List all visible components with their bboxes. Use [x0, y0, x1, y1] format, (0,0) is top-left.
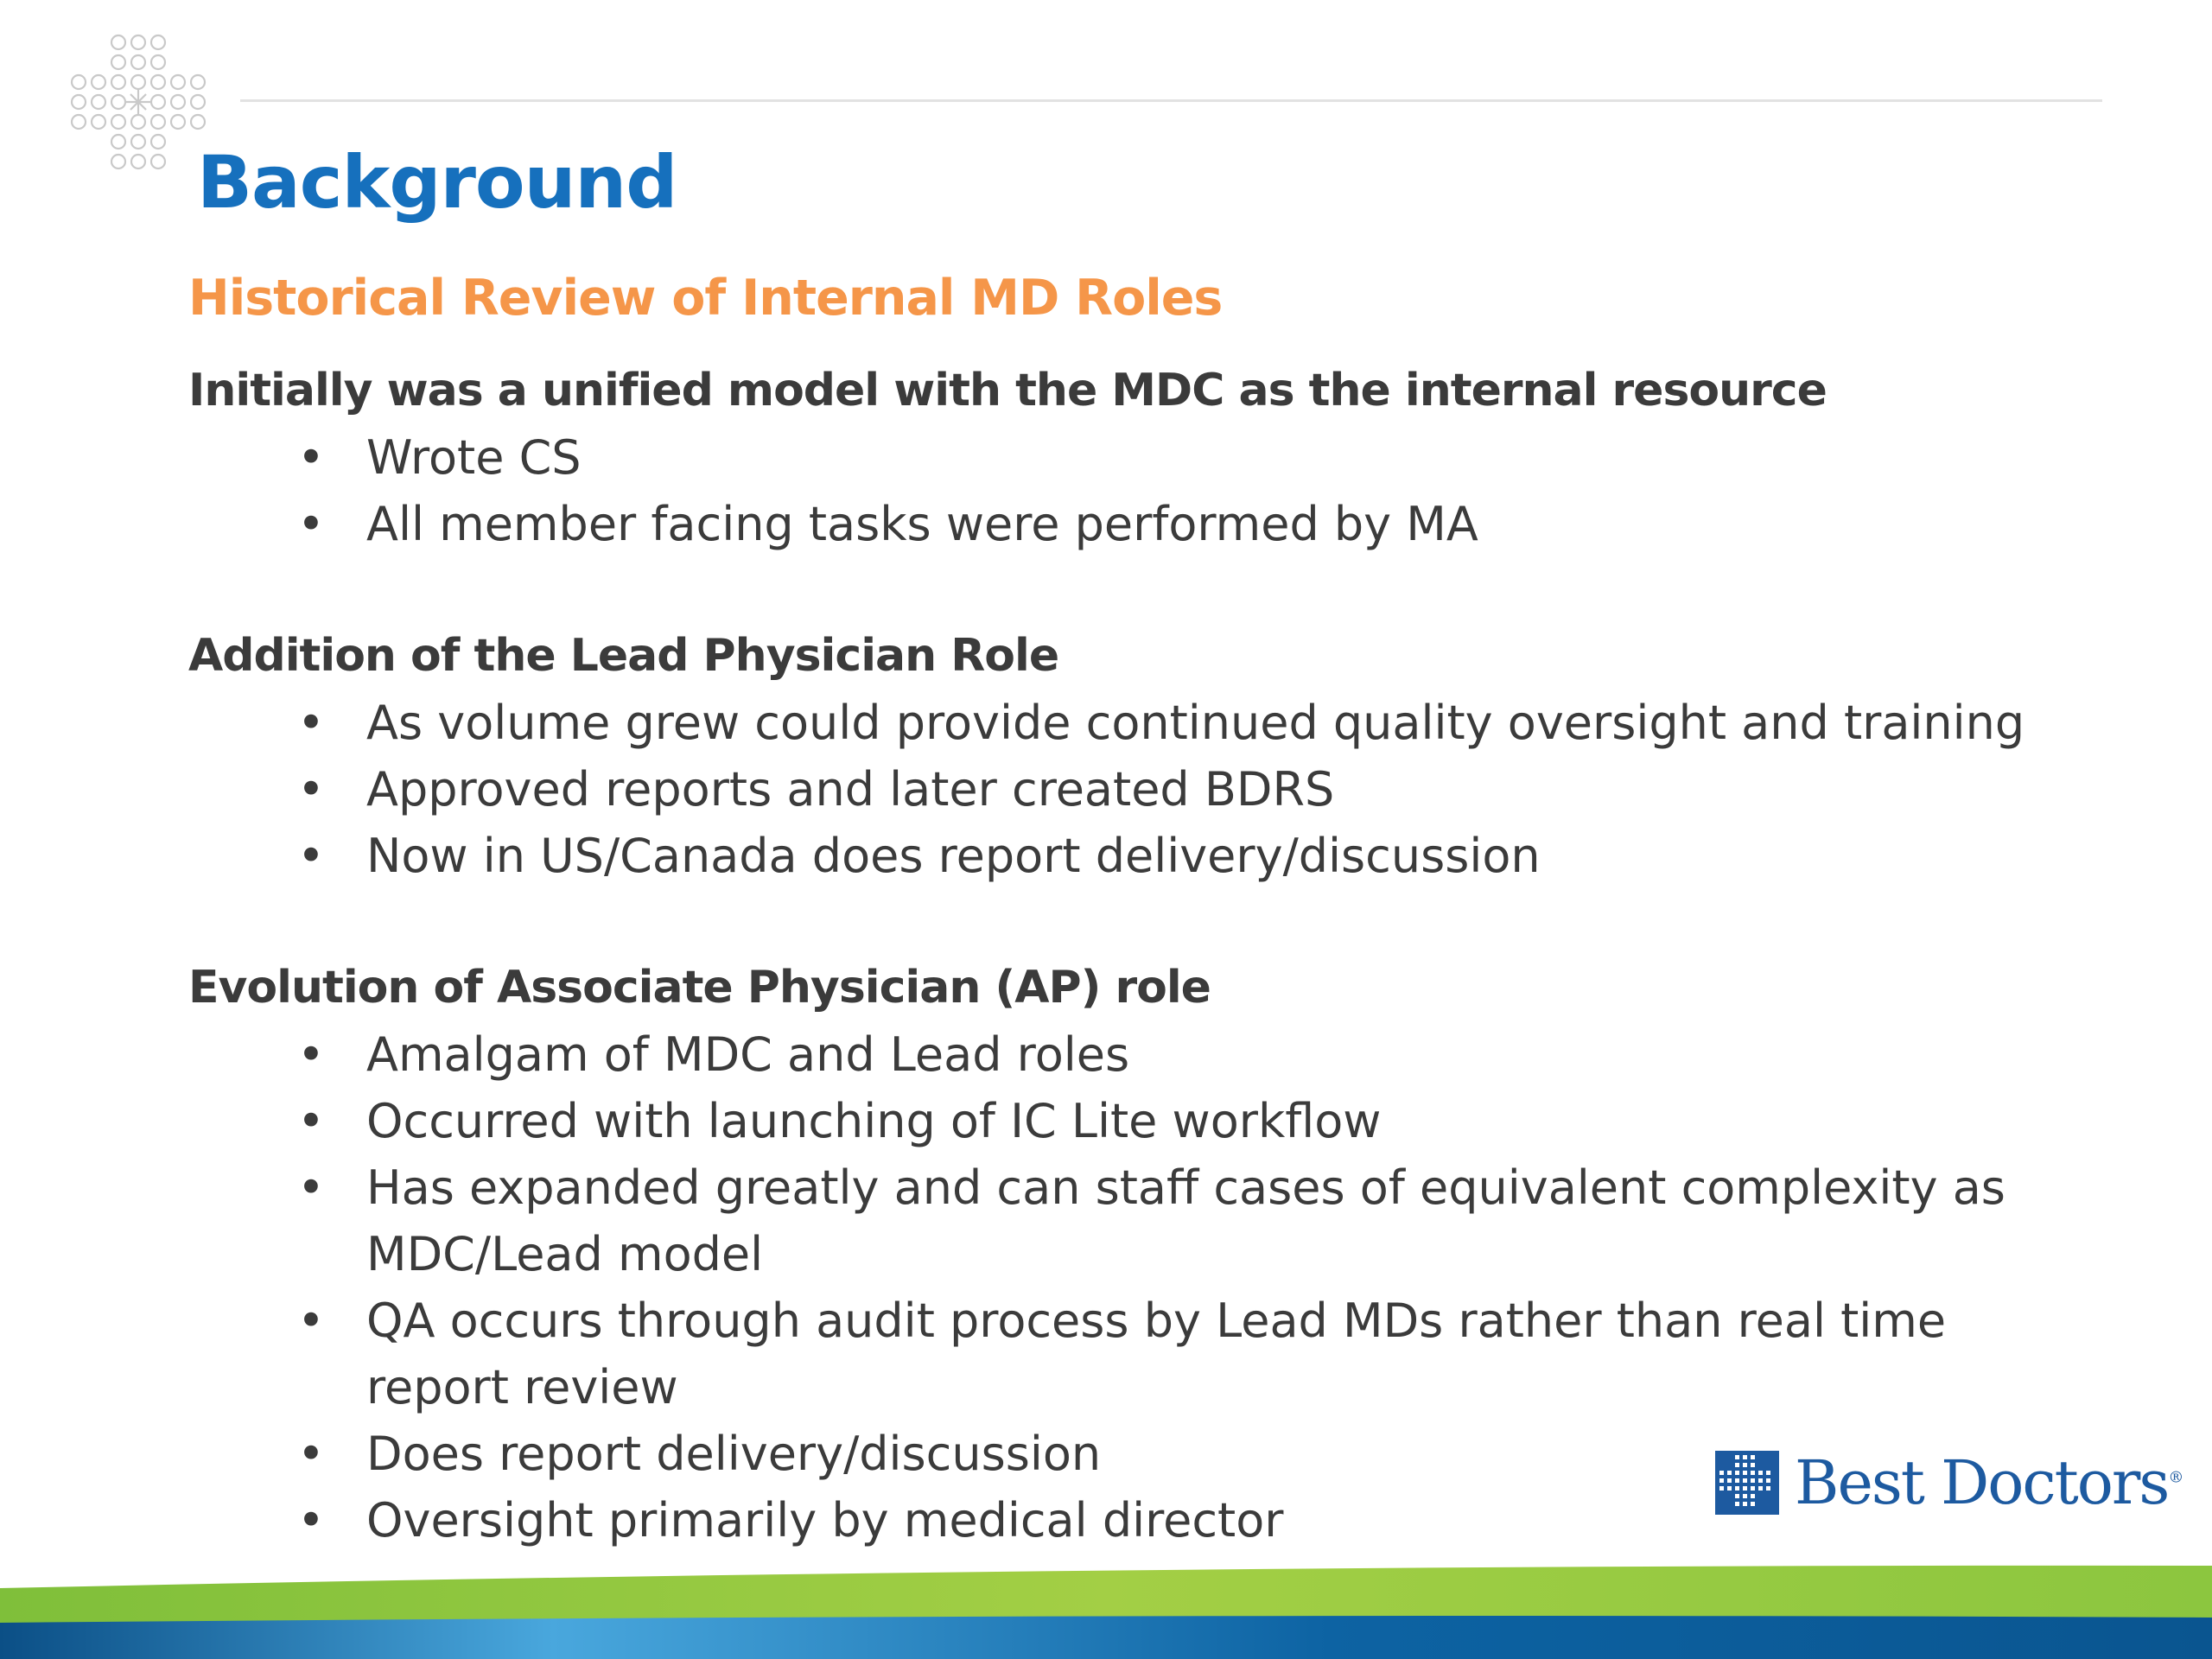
bullet-text: Oversight primarily by medical director	[366, 1493, 1284, 1548]
bullet-dot: •	[297, 1027, 325, 1082]
grid-cross-logo-icon	[1715, 1451, 1779, 1515]
section-heading: Initially was a unified model with the MDC as the internal resource	[188, 365, 1827, 416]
bullet-text: As volume grew could provide continued quality oversight and training	[366, 696, 2025, 750]
slide-body	[188, 358, 2037, 1554]
bullet-item	[188, 1287, 2060, 1421]
dotted-cross-icon	[67, 31, 209, 173]
bullet-text: Approved reports and later created BDRS	[366, 762, 1335, 817]
bullet-list	[188, 690, 2037, 889]
bullet-dot: •	[297, 1294, 325, 1348]
bullet-item	[188, 491, 2060, 557]
bullet-text: All member facing tasks were performed by MA	[366, 497, 1478, 551]
bullet-item	[188, 424, 2060, 491]
bullet-dot: •	[297, 1427, 325, 1481]
bullet-text: Has expanded greatly and can staff cases of equivalent complexity as MDC/Lead model	[366, 1160, 2005, 1281]
section	[188, 358, 2037, 557]
bullet-dot: •	[297, 1094, 325, 1148]
slide-subtitle: Historical Review of Internal MD Roles	[188, 270, 1223, 327]
logo-registered-mark: ®	[2168, 1468, 2183, 1487]
bullet-dot: •	[297, 430, 325, 485]
bullet-text: Now in US/Canada does report delivery/discussion	[366, 829, 1541, 883]
footer-swoosh	[0, 1564, 2212, 1659]
header-rule	[240, 99, 2102, 102]
bullet-text: Amalgam of MDC and Lead roles	[366, 1027, 1130, 1082]
bullet-list	[188, 424, 2037, 557]
slide-title: Background	[197, 140, 677, 225]
section	[188, 623, 2037, 889]
bullet-item	[188, 1154, 2060, 1287]
section-heading: Evolution of Associate Physician (AP) role	[188, 962, 1211, 1014]
bullet-dot: •	[297, 497, 325, 551]
best-doctors-logo	[1715, 1448, 2182, 1517]
bullet-dot: •	[297, 1493, 325, 1548]
bullet-dot: •	[297, 696, 325, 750]
bullet-item	[188, 690, 2060, 756]
bullet-dot: •	[297, 829, 325, 883]
bullet-text: Occurred with launching of IC Lite workflow	[366, 1094, 1382, 1148]
logo-wordmark	[1795, 1447, 2182, 1518]
logo-text: Best Doctors	[1795, 1447, 2169, 1518]
bullet-text: Wrote CS	[366, 430, 582, 485]
bullet-dot: •	[297, 762, 325, 817]
bullet-text: Does report delivery/discussion	[366, 1427, 1102, 1481]
bullet-text: QA occurs through audit process by Lead MDs rather than real time report review	[366, 1294, 1947, 1414]
bullet-item	[188, 1088, 2060, 1154]
section-heading: Addition of the Lead Physician Role	[188, 630, 1059, 682]
bullet-item	[188, 1021, 2060, 1088]
bullet-dot: •	[297, 1160, 325, 1215]
bullet-item	[188, 756, 2060, 823]
bullet-item	[188, 823, 2060, 889]
